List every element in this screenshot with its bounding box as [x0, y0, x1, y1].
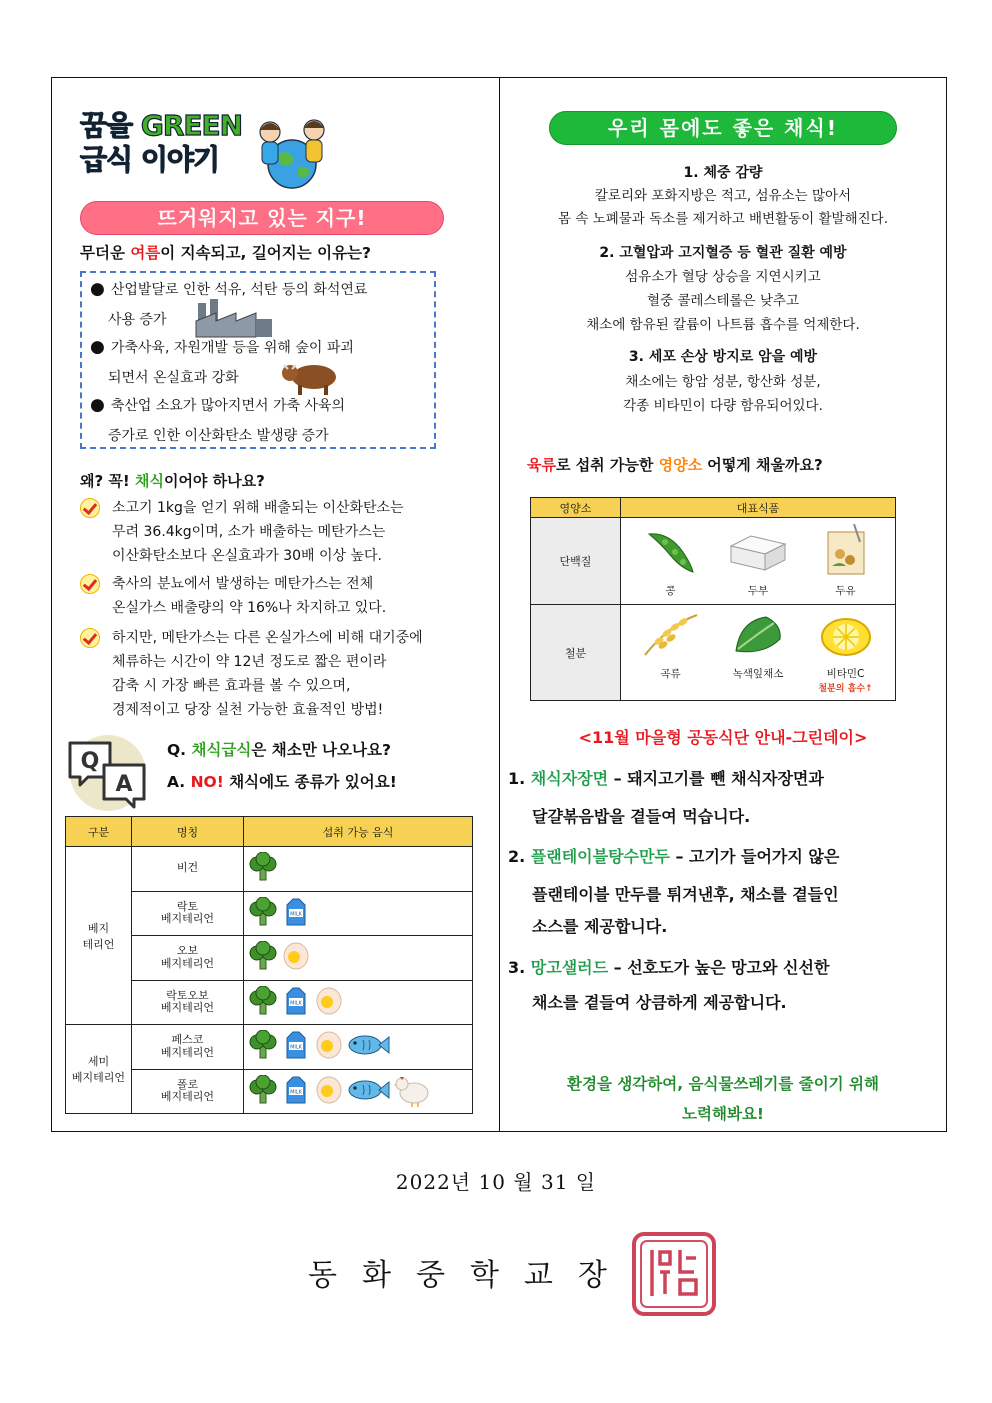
fish-food — [347, 1075, 391, 1108]
allowed-foods — [244, 847, 473, 892]
logo-text-1a: 꿈을 — [80, 109, 133, 142]
allowed-foods — [244, 936, 473, 981]
fish-food — [347, 1030, 391, 1063]
cause-item-cont: 사용 증가 — [108, 312, 167, 328]
food-item: 녹색잎채소 — [716, 611, 800, 681]
menu-item-name: 망고샐러드 — [530, 958, 609, 977]
section-heading-earth: 뜨거워지고 있는 지구! — [80, 201, 444, 235]
svg-text:A: A — [115, 772, 133, 797]
egg-icon — [314, 1075, 344, 1105]
food-item: 곡류 — [629, 611, 713, 681]
cause-item: ● 가축사육, 자원개발 등을 위해 숲이 파괴 — [90, 337, 354, 357]
milk-food — [281, 1030, 311, 1063]
logo-text-2b: 이야기 — [140, 143, 220, 176]
green-day-notice-title: <11월 마을형 공동식단 안내-그린데이> — [578, 728, 868, 747]
menu-item-cont: 채소를 곁들여 상큼하게 제공합니다. — [532, 993, 787, 1012]
milk-carton-icon — [281, 1075, 311, 1105]
nutrient-question: 육류로 섭취 가능한 영양소 어떻게 채울까요? — [527, 456, 823, 474]
benefit-text: 혈중 콜레스테롤은 낮추고 — [646, 293, 800, 309]
broccoli-icon — [248, 1075, 278, 1105]
chicken-food — [394, 1073, 434, 1110]
broccoli-food — [248, 1075, 278, 1108]
bean-pod-icon — [643, 524, 699, 576]
menu-item: 2. 플랜테이블탕수만두 – 고기가 들어가지 않은 — [508, 847, 840, 866]
causes-box — [80, 271, 436, 449]
benefit-text: 채소에 함유된 칼륨이 나트륨 흡수를 억제한다. — [586, 317, 860, 333]
broccoli-food — [248, 897, 278, 930]
menu-item-name: 채식자장면 — [530, 769, 609, 788]
broccoli-food — [248, 852, 278, 885]
official-seal-stamp — [630, 1230, 718, 1318]
benefit-title: 3. 세포 손상 방지로 암을 예방 — [628, 349, 818, 365]
menu-item: 3. 망고샐러드 – 선호도가 높은 망고와 신선한 — [508, 958, 830, 977]
egg-food — [281, 941, 311, 974]
broccoli-icon — [248, 986, 278, 1016]
svg-text:MILK: MILK — [290, 911, 302, 918]
newsletter-frame — [51, 77, 947, 1132]
cause-item: ● 축산업 소요가 많아지면서 가축 사육의 — [90, 395, 346, 415]
nutrient-name: 철분 — [531, 605, 621, 701]
benefit-text: 채소에는 항암 성분, 항산화 성분, — [625, 374, 821, 390]
soy-milk-icon — [818, 524, 874, 576]
milk-carton-icon — [281, 986, 311, 1016]
cause-item-cont: 증가로 인한 이산화탄소 발생량 증가 — [108, 428, 329, 444]
milk-food — [281, 1075, 311, 1108]
vegetarian-type-name: 비건 — [132, 847, 244, 892]
qa-answer: A. NO! 채식에도 종류가 있어요! — [167, 773, 397, 791]
allowed-foods — [244, 1025, 473, 1070]
tofu-icon — [725, 524, 791, 576]
svg-text:MILK: MILK — [290, 1089, 302, 1096]
lemon-icon — [816, 611, 876, 659]
menu-item-name: 플랜테이블탕수만두 — [530, 847, 670, 866]
milk-food — [281, 986, 311, 1019]
benefit-text: 몸 속 노폐물과 독소를 제거하고 배변활동이 활발해진다. — [558, 211, 888, 227]
vegetarian-type-name: 락토 베지테리언 — [132, 891, 244, 936]
broccoli-food — [248, 941, 278, 974]
egg-icon — [314, 986, 344, 1016]
benefit-text: 칼로리와 포화지방은 적고, 섬유소는 많아서 — [594, 188, 852, 204]
principal-signature: 동화중학교장 — [308, 1258, 632, 1293]
table-row — [66, 1025, 473, 1070]
kids-hugging-globe-icon — [252, 112, 332, 192]
svg-text:MILK: MILK — [290, 1000, 302, 1007]
left-column: 꿈을 GREEN 급식 이야기 뜨거워지고 있는 지구! 무더운 여름이 지속되고, 길어지는 이유는? ● 산업발달로 인한 석유, 석탄 등의 화석연료 사용 증가 ● 가축사육, 자원개발 등을 위해 숲이 파괴 되면서 온실효과 강화 ● 축산업 소요가 많아지면서 가축 사육의 증가로 인한 이산화탄소 발생량 증가 왜? 꼭! 채식이어야 하나요? 소고기 1kg을 얻기 위해 배출되는 이산화탄소는 무려 36.4kg이며, 소가 배출하는 메탄가스는 이산화탄소보다 온실효과가 30배 이상 높다. 축사의 분뇨에서 발생하는 메탄가스는 전체 온실가스 배출량의 약 16%나 차지하고 있다. 하지만, 메탄가스는 다른 온실가스에 비해 대기중에 체류하는 시간이 약 12년 정도로 짧은 편이라 감축 시 가장 빠른 효과를 볼 수 있으며, 경제적이고 당장 실천 가능한 효율적인 방법! Q A Q. 채식급식은 채소만 나오나요? A. NO! 채식에도 종류가 있어요! 구분 명칭 섭취 가능 음식 베지 테리언 비건 락토 베지테리언 MILK 오보 베지테리언 락토오보 베지테리언 MILK 세미 베지테리언 페스코 베지테리언 MILK 폴로 베지테리언 MILK — [52, 78, 499, 1131]
egg-food — [314, 1030, 344, 1063]
table-header: 영양소 — [531, 498, 621, 518]
section-heading-benefits: 우리 몸에도 좋은 채식! — [549, 111, 897, 145]
broccoli-icon — [248, 852, 278, 882]
qa-question: Q. 채식급식은 채소만 나오나요? — [167, 741, 391, 759]
food-item: 두부 — [716, 524, 800, 598]
allowed-foods — [244, 891, 473, 936]
broccoli-icon — [248, 941, 278, 971]
benefit-text: 각종 비타민이 다량 함유되어있다. — [623, 398, 823, 414]
egg-icon — [314, 1030, 344, 1060]
egg-food — [314, 986, 344, 1019]
food-item: 콩 — [629, 524, 713, 598]
chicken-icon — [394, 1073, 434, 1107]
question-summer: 무더운 여름이 지속되고, 길어지는 이유는? — [80, 244, 372, 262]
food-item: 두유 — [804, 524, 888, 598]
table-row — [531, 605, 896, 701]
benefit-title: 2. 고혈압과 고지혈증 등 혈관 질환 예방 — [599, 245, 847, 261]
closing-message: 환경을 생각하여, 음식물쓰레기를 줄이기 위해 — [567, 1075, 879, 1093]
benefit-title: 1. 체중 감량 — [683, 165, 763, 181]
grain-icon — [641, 611, 701, 659]
green-meal-logo — [74, 100, 344, 190]
svg-text:MILK: MILK — [290, 1044, 302, 1051]
milk-food — [281, 897, 311, 930]
vegetarian-types-table — [65, 816, 473, 1114]
vegetarian-type-name: 폴로 베지테리언 — [132, 1069, 244, 1114]
nutrient-table — [530, 497, 896, 701]
milk-carton-icon — [281, 1030, 311, 1060]
menu-item-cont: 소스를 제공합니다. — [532, 917, 668, 936]
broccoli-icon — [248, 1030, 278, 1060]
egg-icon — [281, 941, 311, 971]
table-header: 명칭 — [132, 817, 244, 847]
menu-item-cont: 플랜테이블 만두를 튀겨낸후, 채소를 곁들인 — [532, 885, 839, 904]
question-why-vegetarian: 왜? 꼭! 채식이어야 하나요? — [80, 472, 265, 490]
logo-text-2a: 급식 — [80, 143, 133, 176]
egg-food — [314, 1075, 344, 1108]
milk-carton-icon — [281, 897, 311, 927]
broccoli-food — [248, 1030, 278, 1063]
nutrient-name: 단백질 — [531, 518, 621, 605]
vegetarian-type-name: 락토오보 베지테리언 — [132, 980, 244, 1025]
leafy-greens-icon — [728, 611, 788, 659]
group-cell: 세미 베지테리언 — [66, 1025, 132, 1114]
closing-message: 노력해봐요! — [682, 1105, 764, 1123]
food-item: 비타민C 철분의 흡수↑ — [804, 611, 888, 694]
logo-text-1b: GREEN — [140, 109, 243, 142]
svg-text:Q: Q — [80, 749, 100, 774]
fish-icon — [347, 1075, 391, 1105]
vegetarian-type-name: 페스코 베지테리언 — [132, 1025, 244, 1070]
checkmark-icon — [80, 574, 100, 594]
allowed-foods — [244, 1069, 473, 1114]
allowed-foods — [244, 980, 473, 1025]
menu-item: 1. 채식자장면 – 돼지고기를 뺀 채식자장면과 — [508, 769, 824, 788]
table-row — [531, 518, 896, 605]
table-row — [66, 847, 473, 892]
qa-chat-icon — [64, 733, 152, 813]
issue-date: 2022년 10 월 31 일 — [395, 1170, 597, 1194]
group-cell: 베지 테리언 — [66, 847, 132, 1025]
menu-item-cont: 달걀볶음밥을 곁들여 먹습니다. — [532, 807, 751, 826]
benefit-text: 섬유소가 혈당 상승을 지연시키고 — [625, 269, 821, 285]
vegetarian-type-name: 오보 베지테리언 — [132, 936, 244, 981]
table-header: 섭취 가능 음식 — [244, 817, 473, 847]
broccoli-icon — [248, 897, 278, 927]
broccoli-food — [248, 986, 278, 1019]
checkmark-icon — [80, 628, 100, 648]
table-header: 대표식품 — [621, 498, 896, 518]
checkmark-icon — [80, 498, 100, 518]
right-column — [500, 78, 946, 1131]
table-header: 구분 — [66, 817, 132, 847]
cause-item: ● 산업발달로 인한 석유, 석탄 등의 화석연료 — [90, 279, 368, 299]
fish-icon — [347, 1030, 391, 1060]
cause-item-cont: 되면서 온실효과 강화 — [108, 370, 239, 386]
